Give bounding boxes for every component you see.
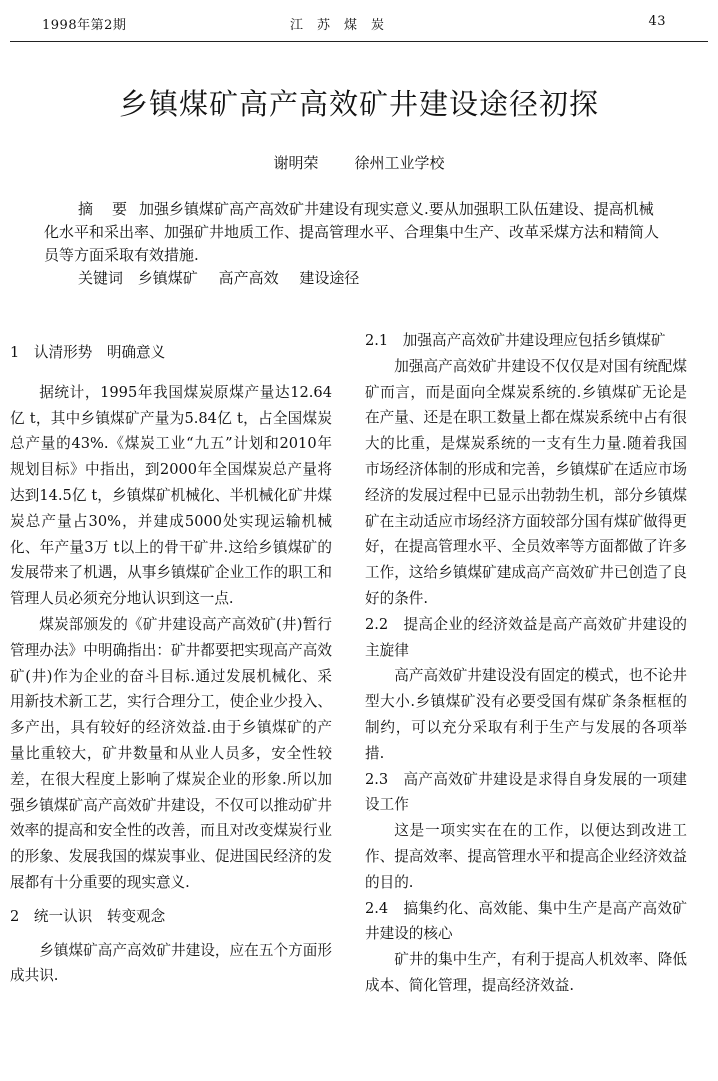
abstract-label: 摘 要 [78, 200, 130, 218]
subsection-heading: 2.2 提高企业的经济效益是高产高效矿井建设的主旋律 [365, 615, 687, 659]
abstract-text: 加强乡镇煤矿高产高效矿井建设有现实意义.要从加强职工队伍建设、提高机械化水平和采出率、加强矿井地质工作、提高管理水平、合理集中生产、改革采煤方法和精简人员等方面采取有效措施. [44, 200, 660, 264]
right-column [365, 328, 687, 999]
subsection-heading: 2.1 加强高产高效矿井建设理应包括乡镇煤矿 [365, 332, 666, 349]
journal-name: 江苏煤炭 [290, 18, 399, 33]
author-name: 谢明荣 [273, 154, 319, 172]
body-paragraph: 据统计，1995年我国煤炭原煤产量达12.64亿 t，其中乡镇煤矿产量为5.84亿 t，占全国煤炭总产量的43%.《煤炭工业“九五”计划和2010年规划目标》中指出，到2000年全国煤炭总产量将达到14.5亿 t，乡镇煤矿机械化、半机械化矿井煤炭总产量占30%，并建成5000处实现运输机械化、年产量3万 t以上的骨干矿井.这给乡镇煤矿的发展带来了机遇，从事乡镇煤矿企业工作的职工和管理人员必须充分地认识到这一点. [10, 383, 332, 608]
section-heading: 1 认清形势 明确意义 [10, 344, 166, 361]
body-paragraph: 煤炭部颁发的《矿井建设高产高效矿(井)暂行管理办法》中明确指出：矿井都要把实现高产高效矿(井)作为企业的奋斗目标.通过发展机械化、采用新技术新工艺，实行合理分工，使企业少投入、多产出，具有较好的经济效益.由于乡镇煤矿的产量比重较大，矿井数量和从业人员多，安全性较差，在很大程度上影响了煤炭企业的形象.所以加强乡镇煤矿高产高效矿井建设，不仅可以推动矿井效率的提高和安全性的改善，而且对改变煤炭行业的形象、发展我国的煤炭事业、促进国民经济的发展都有十分重要的现实意义. [10, 615, 332, 891]
keywords-label: 关键词 [78, 269, 124, 287]
keywords-line [44, 267, 664, 290]
subsection-heading: 2.4 搞集约化、高效能、集中生产是高产高效矿井建设的核心 [365, 899, 687, 943]
author-line [0, 152, 718, 173]
section-heading: 2 统一认识 转变观念 [10, 907, 166, 925]
body-paragraph: 这是一项实实在在的工作，以便达到改进工作、提高效率、提高管理水平和提高企业经济效益的目的. [365, 822, 687, 891]
running-header [0, 0, 718, 42]
body-paragraph: 乡镇煤矿高产高效矿井建设，应在五个方面形成共识. [10, 941, 332, 985]
author-affiliation: 徐州工业学校 [354, 154, 445, 172]
keyword: 乡镇煤矿 [137, 269, 198, 287]
abstract-block [44, 198, 664, 290]
body-paragraph: 加强高产高效矿井建设不仅仅是对国有统配煤矿而言，而是面向全煤炭系统的.乡镇煤矿无论是在产量、还是在职工数量上都在煤炭系统中占有很大的比重，是煤炭系统的一支有生力量.随着我国市场经济体制的形成和完善，乡镇煤矿在适应市场经济的发展过程中已显示出勃勃生机，部分乡镇煤矿在主动适应市场经济方面较部分国有煤矿做得更好，在提高管理水平、全员效率等方面都做了许多工作，这给乡镇煤矿建成高产高效矿井已创造了良好的条件. [365, 357, 687, 607]
keyword: 建设途径 [299, 269, 360, 287]
keyword: 高产高效 [218, 269, 279, 287]
body-paragraph: 矿井的集中生产，有利于提高人机效率、降低成本、简化管理，提高经济效益. [365, 951, 687, 994]
article-title: 乡镇煤矿高产高效矿井建设途径初探 [118, 87, 599, 121]
left-column [10, 328, 332, 989]
page-number: 43 [648, 14, 666, 29]
body-paragraph: 高产高效矿井建设没有固定的模式，也不论井型大小.乡镇煤矿没有必要受国有煤矿条条框框的制约，可以充分采取有利于生产与发展的各项举措. [365, 667, 687, 762]
abstract-paragraph [44, 198, 664, 267]
issue-label: 1998年第2期 [42, 18, 127, 33]
subsection-heading: 2.3 高产高效矿井建设是求得自身发展的一项建设工作 [365, 770, 687, 814]
header-rule [10, 41, 708, 42]
